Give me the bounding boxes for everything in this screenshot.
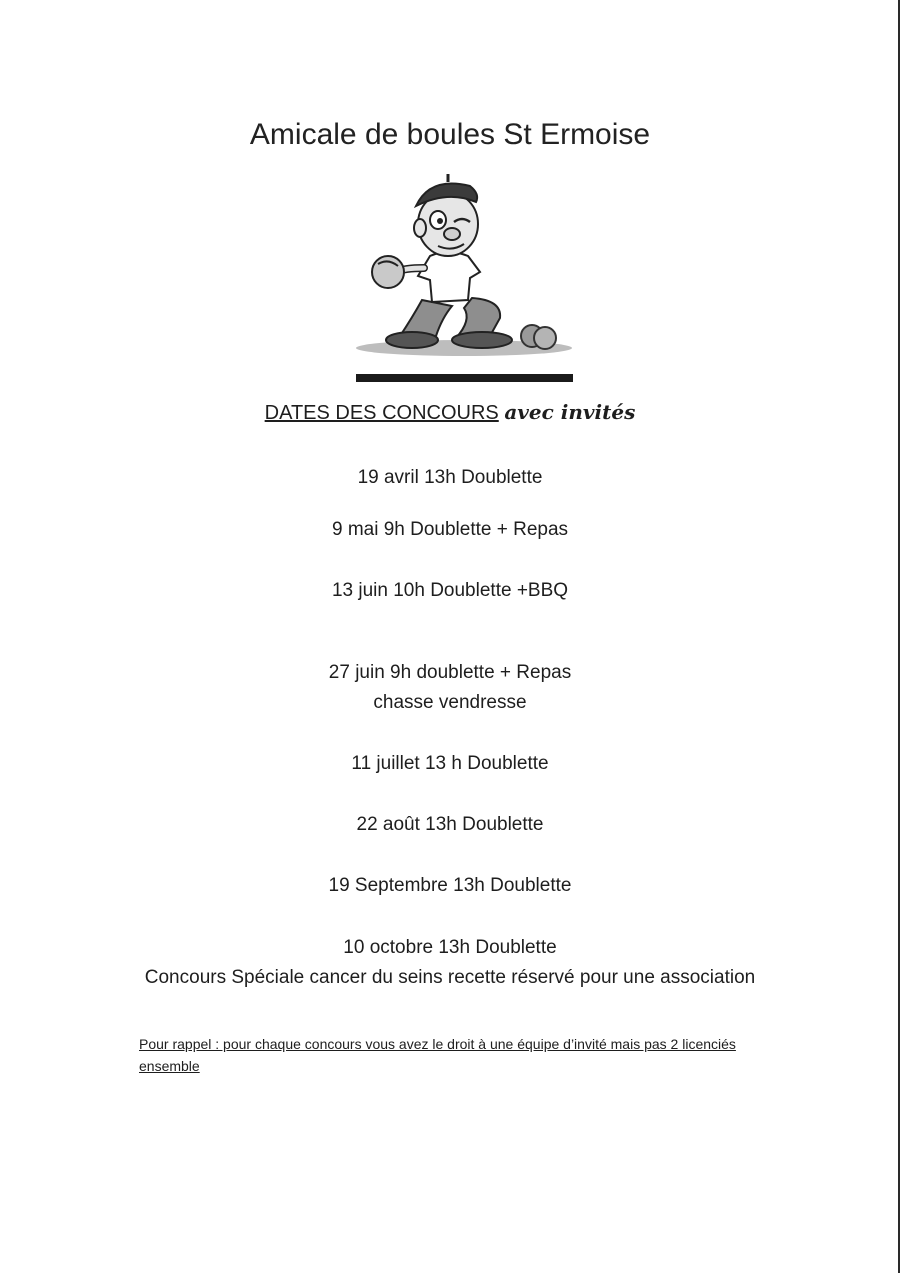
page-title: Amicale de boules St Ermoise — [249, 118, 651, 151]
event-line: 9 mai 9h Doublette + Repas — [331, 519, 569, 540]
event-line: 10 octobre 13h Doublette — [343, 937, 557, 958]
event-item — [0, 749, 900, 779]
event-item — [0, 933, 900, 993]
event-item — [0, 515, 900, 545]
event-item — [0, 658, 900, 718]
event-line: 11 juillet 13 h Doublette — [351, 753, 549, 774]
heading-script-text: avec invités — [504, 400, 636, 424]
section-heading — [0, 400, 900, 425]
divider-bar — [356, 374, 573, 382]
event-line: 27 juin 9h doublette + Repas — [328, 662, 572, 683]
reminder-note: Pour rappel : pour chaque concours vous avez le droit à une équipe d’invité mais pas 2 licenciés ensemble — [139, 1036, 736, 1074]
event-note: Concours Spéciale cancer du seins recette réservé pour une association — [144, 967, 756, 988]
event-note: chasse vendresse — [373, 692, 527, 713]
event-item — [0, 871, 900, 901]
event-item — [0, 810, 900, 840]
event-line: 22 août 13h Doublette — [356, 814, 544, 835]
petanque-player-icon — [352, 168, 576, 358]
event-line: 13 juin 10h Doublette +BBQ — [331, 580, 569, 601]
heading-underlined-text: DATES DES CONCOURS — [264, 402, 499, 424]
event-line: 19 Septembre 13h Doublette — [328, 875, 572, 896]
event-item — [0, 463, 900, 493]
event-item — [0, 576, 900, 606]
event-line: 19 avril 13h Doublette — [357, 467, 543, 488]
